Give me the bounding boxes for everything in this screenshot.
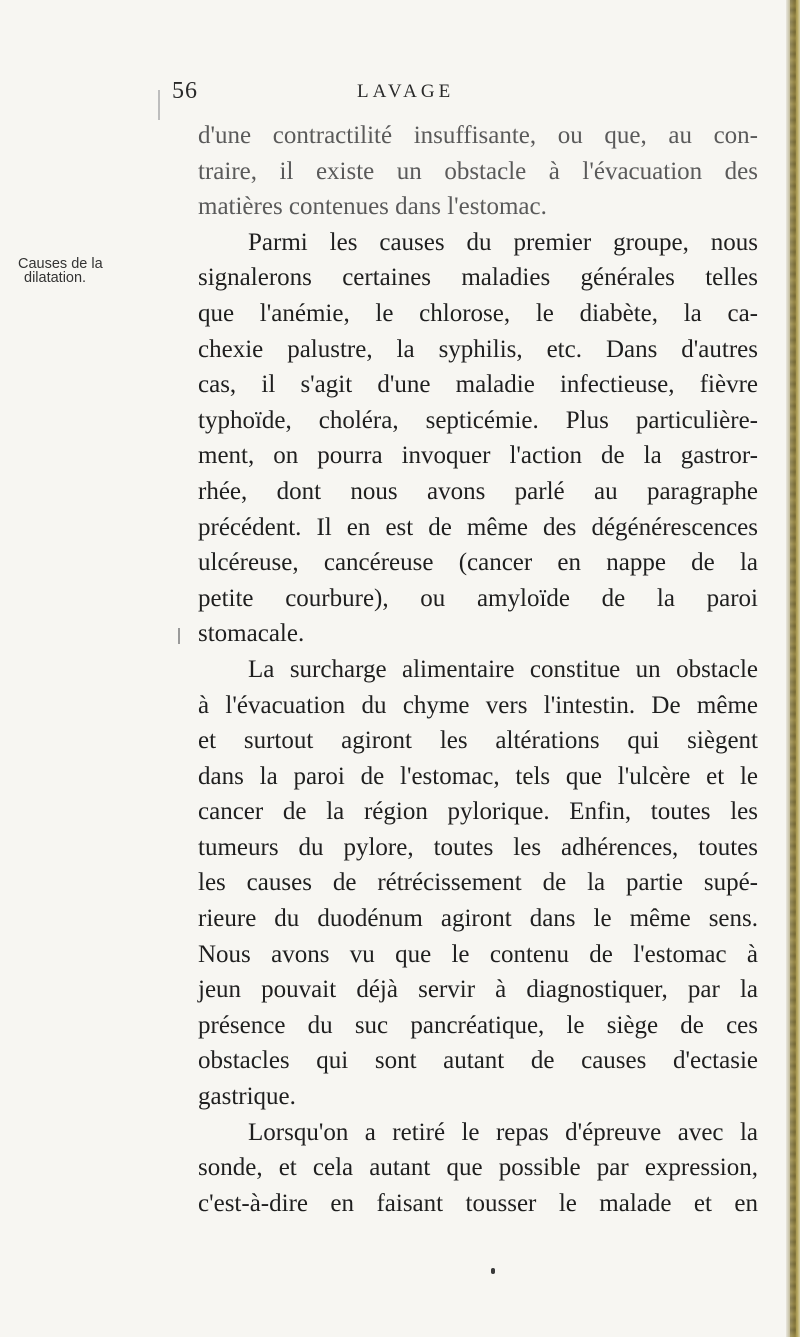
- text-line: signalerons certaines maladies générales telles: [198, 264, 758, 292]
- text-line: petite courbure), ou amyloïde de la paroi: [198, 584, 758, 612]
- text-line: tumeurs du pylore, toutes les adhérences, toutes: [198, 833, 758, 861]
- text-line: d'une contractilité insuffisante, ou que, au con-: [198, 122, 758, 149]
- text-line: présence du suc pancréatique, le siège de ces: [198, 1011, 758, 1039]
- running-title: LAVAGE: [357, 81, 455, 102]
- text-line: cancer de la région pylorique. Enfin, toutes les: [198, 798, 758, 826]
- text-line: c'est-à-dire en faisant tousser le malade et en: [198, 1189, 758, 1217]
- running-head: [0, 78, 780, 108]
- text-line: rieure du duodénum agiront dans le même sens.: [198, 905, 758, 933]
- text-line: traire, il existe un obstacle à l'évacuation des: [198, 157, 758, 185]
- text-line: rhée, dont nous avons parlé au paragraphe: [198, 477, 758, 505]
- margin-note: [18, 257, 158, 285]
- text-line: sonde, et cela autant que possible par expression,: [198, 1154, 758, 1182]
- text-line: jeun pouvait déjà servir à diagnostiquer, par la: [198, 976, 758, 1004]
- text-line: dans la paroi de l'estomac, tels que l'ulcère et le: [198, 762, 758, 790]
- text-line: précédent. Il en est de même des dégénérescences: [198, 513, 758, 541]
- text-line: Nous avons vu que le contenu de l'estomac à: [198, 940, 758, 968]
- text-line: les causes de rétrécissement de la partie supé-: [198, 869, 758, 897]
- text-line: Lorsqu'on a retiré le repas d'épreuve avec la: [248, 1118, 758, 1146]
- text-line: Parmi les causes du premier groupe, nous: [248, 228, 758, 256]
- text-line: La surcharge alimentaire constitue un obstacle: [248, 655, 758, 683]
- page-number: 56: [172, 78, 198, 104]
- text-line: ment, on pourra invoquer l'action de la gastror-: [198, 442, 758, 470]
- body-text: [198, 118, 758, 1221]
- scan-mark: [178, 628, 180, 644]
- margin-note-line: dilatation.: [24, 270, 87, 286]
- text-line: et surtout agiront les altérations qui siègent: [198, 727, 758, 755]
- margin-note-line: Causes de la: [18, 256, 103, 272]
- text-line: matières contenues dans l'estomac.: [198, 193, 547, 221]
- text-line: à l'évacuation du chyme vers l'intestin. De même: [198, 691, 758, 719]
- text-line: que l'anémie, le chlorose, le diabète, la ca-: [198, 299, 758, 327]
- ink-speck: [491, 1268, 495, 1274]
- text-line: typhoïde, choléra, septicémie. Plus particulière-: [198, 406, 758, 434]
- text-line: chexie palustre, la syphilis, etc. Dans d'autres: [198, 335, 758, 363]
- text-line: gastrique.: [198, 1083, 296, 1111]
- text-line: cas, il s'agit d'une maladie infectieuse, fièvre: [198, 371, 758, 399]
- text-line: stomacale.: [198, 620, 305, 648]
- text-line: ulcéreuse, cancéreuse (cancer en nappe de la: [198, 549, 758, 577]
- page-edge-texture: [790, 0, 796, 1337]
- text-line: obstacles qui sont autant de causes d'ectasie: [198, 1047, 758, 1075]
